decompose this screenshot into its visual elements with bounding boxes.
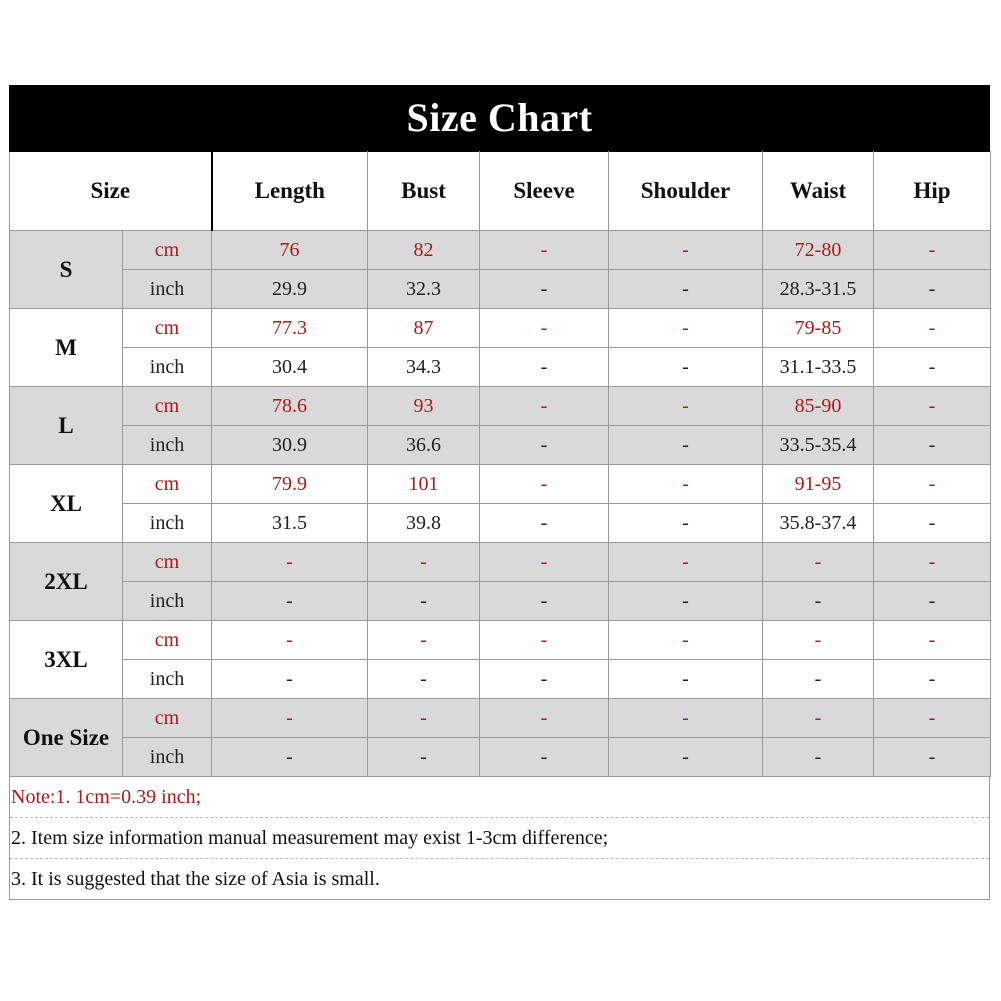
cell-cm: - xyxy=(609,309,763,348)
cell-cm: 79.9 xyxy=(212,465,368,504)
cell-cm: - xyxy=(480,543,609,582)
cell-inch: - xyxy=(763,660,874,699)
cell-inch: - xyxy=(480,270,609,309)
cell-cm: - xyxy=(480,309,609,348)
cell-inch: 36.6 xyxy=(368,426,480,465)
table-row xyxy=(10,465,991,504)
unit-label-cm: cm xyxy=(123,465,212,504)
cell-cm: - xyxy=(212,621,368,660)
cell-cm: - xyxy=(368,543,480,582)
table-row xyxy=(10,699,991,738)
size-table xyxy=(9,151,991,777)
cell-cm: 76 xyxy=(212,231,368,270)
table-row xyxy=(10,309,991,348)
cell-cm: - xyxy=(480,699,609,738)
cell-cm: - xyxy=(763,699,874,738)
cell-cm: - xyxy=(480,387,609,426)
header-length: Length xyxy=(212,152,368,231)
cell-inch: - xyxy=(212,738,368,777)
cell-inch: 32.3 xyxy=(368,270,480,309)
cell-inch: - xyxy=(763,738,874,777)
cell-cm: - xyxy=(212,543,368,582)
cell-cm: - xyxy=(609,465,763,504)
cell-inch: - xyxy=(763,582,874,621)
cell-inch: - xyxy=(609,348,763,387)
cell-inch: 31.1-33.5 xyxy=(763,348,874,387)
cell-cm: - xyxy=(609,543,763,582)
cell-cm: - xyxy=(609,387,763,426)
cell-inch: - xyxy=(874,426,991,465)
note-1: Note:1. 1cm=0.39 inch; xyxy=(10,777,989,818)
size-label: One Size xyxy=(10,699,123,777)
cell-inch: - xyxy=(480,660,609,699)
cell-cm: 77.3 xyxy=(212,309,368,348)
cell-cm: 85-90 xyxy=(763,387,874,426)
notes xyxy=(9,777,990,900)
cell-inch: - xyxy=(609,504,763,543)
cell-cm: 91-95 xyxy=(763,465,874,504)
table-row xyxy=(10,348,991,387)
cell-cm: - xyxy=(609,231,763,270)
cell-inch: - xyxy=(368,660,480,699)
table-row xyxy=(10,426,991,465)
cell-cm: 82 xyxy=(368,231,480,270)
unit-label-inch: inch xyxy=(123,660,212,699)
size-label: L xyxy=(10,387,123,465)
cell-inch: - xyxy=(480,348,609,387)
header-hip: Hip xyxy=(874,152,991,231)
size-label: XL xyxy=(10,465,123,543)
header-size: Size xyxy=(10,152,212,231)
size-label: 3XL xyxy=(10,621,123,699)
table-row xyxy=(10,738,991,777)
cell-inch: 39.8 xyxy=(368,504,480,543)
chart-title: Size Chart xyxy=(9,85,990,151)
unit-label-inch: inch xyxy=(123,270,212,309)
cell-inch: - xyxy=(874,504,991,543)
cell-inch: - xyxy=(609,582,763,621)
cell-inch: - xyxy=(212,582,368,621)
cell-cm: - xyxy=(874,621,991,660)
unit-label-cm: cm xyxy=(123,231,212,270)
header-sleeve: Sleeve xyxy=(480,152,609,231)
size-label: 2XL xyxy=(10,543,123,621)
cell-inch: - xyxy=(480,426,609,465)
cell-cm: - xyxy=(480,465,609,504)
cell-cm: - xyxy=(609,699,763,738)
cell-cm: 78.6 xyxy=(212,387,368,426)
header-waist: Waist xyxy=(763,152,874,231)
cell-cm: - xyxy=(212,699,368,738)
cell-inch: - xyxy=(874,660,991,699)
unit-label-inch: inch xyxy=(123,426,212,465)
cell-cm: - xyxy=(609,621,763,660)
note-2: 2. Item size information manual measurement may exist 1-3cm difference; xyxy=(10,818,989,859)
unit-label-cm: cm xyxy=(123,621,212,660)
cell-inch: - xyxy=(212,660,368,699)
cell-cm: - xyxy=(480,231,609,270)
unit-label-cm: cm xyxy=(123,387,212,426)
cell-inch: 31.5 xyxy=(212,504,368,543)
cell-cm: - xyxy=(763,543,874,582)
cell-cm: 93 xyxy=(368,387,480,426)
note-3: 3. It is suggested that the size of Asia is small. xyxy=(11,868,380,890)
cell-cm: - xyxy=(874,465,991,504)
unit-label-cm: cm xyxy=(123,543,212,582)
size-label: M xyxy=(10,309,123,387)
cell-cm: 79-85 xyxy=(763,309,874,348)
cell-cm: - xyxy=(368,699,480,738)
cell-inch: 35.8-37.4 xyxy=(763,504,874,543)
table-row xyxy=(10,660,991,699)
cell-cm: 72-80 xyxy=(763,231,874,270)
table-row xyxy=(10,543,991,582)
size-chart xyxy=(9,85,990,900)
cell-inch: - xyxy=(368,738,480,777)
table-row xyxy=(10,582,991,621)
unit-label-cm: cm xyxy=(123,699,212,738)
cell-cm: - xyxy=(874,231,991,270)
unit-label-inch: inch xyxy=(123,348,212,387)
cell-inch: 33.5-35.4 xyxy=(763,426,874,465)
unit-label-inch: inch xyxy=(123,504,212,543)
cell-cm: - xyxy=(874,543,991,582)
cell-inch: 28.3-31.5 xyxy=(763,270,874,309)
cell-inch: - xyxy=(480,582,609,621)
cell-inch: - xyxy=(368,582,480,621)
size-label: S xyxy=(10,231,123,309)
cell-cm: 101 xyxy=(368,465,480,504)
cell-cm: - xyxy=(874,309,991,348)
cell-inch: - xyxy=(874,270,991,309)
cell-inch: - xyxy=(480,504,609,543)
unit-label-inch: inch xyxy=(123,738,212,777)
cell-inch: - xyxy=(874,348,991,387)
cell-cm: - xyxy=(763,621,874,660)
cell-inch: - xyxy=(609,270,763,309)
cell-inch: 34.3 xyxy=(368,348,480,387)
cell-cm: 87 xyxy=(368,309,480,348)
cell-inch: - xyxy=(874,582,991,621)
cell-inch: - xyxy=(874,738,991,777)
cell-cm: - xyxy=(480,621,609,660)
cell-inch: 30.9 xyxy=(212,426,368,465)
table-row xyxy=(10,270,991,309)
unit-label-inch: inch xyxy=(123,582,212,621)
cell-cm: - xyxy=(874,699,991,738)
table-row xyxy=(10,504,991,543)
header-bust: Bust xyxy=(368,152,480,231)
table-row xyxy=(10,621,991,660)
cell-inch: - xyxy=(480,738,609,777)
cell-inch: - xyxy=(609,660,763,699)
header-shoulder: Shoulder xyxy=(609,152,763,231)
cell-inch: - xyxy=(609,738,763,777)
cell-inch: - xyxy=(609,426,763,465)
cell-inch: 29.9 xyxy=(212,270,368,309)
header-row xyxy=(10,152,991,231)
cell-cm: - xyxy=(368,621,480,660)
unit-label-cm: cm xyxy=(123,309,212,348)
table-row xyxy=(10,387,991,426)
table-row xyxy=(10,231,991,270)
cell-inch: 30.4 xyxy=(212,348,368,387)
cell-cm: - xyxy=(874,387,991,426)
